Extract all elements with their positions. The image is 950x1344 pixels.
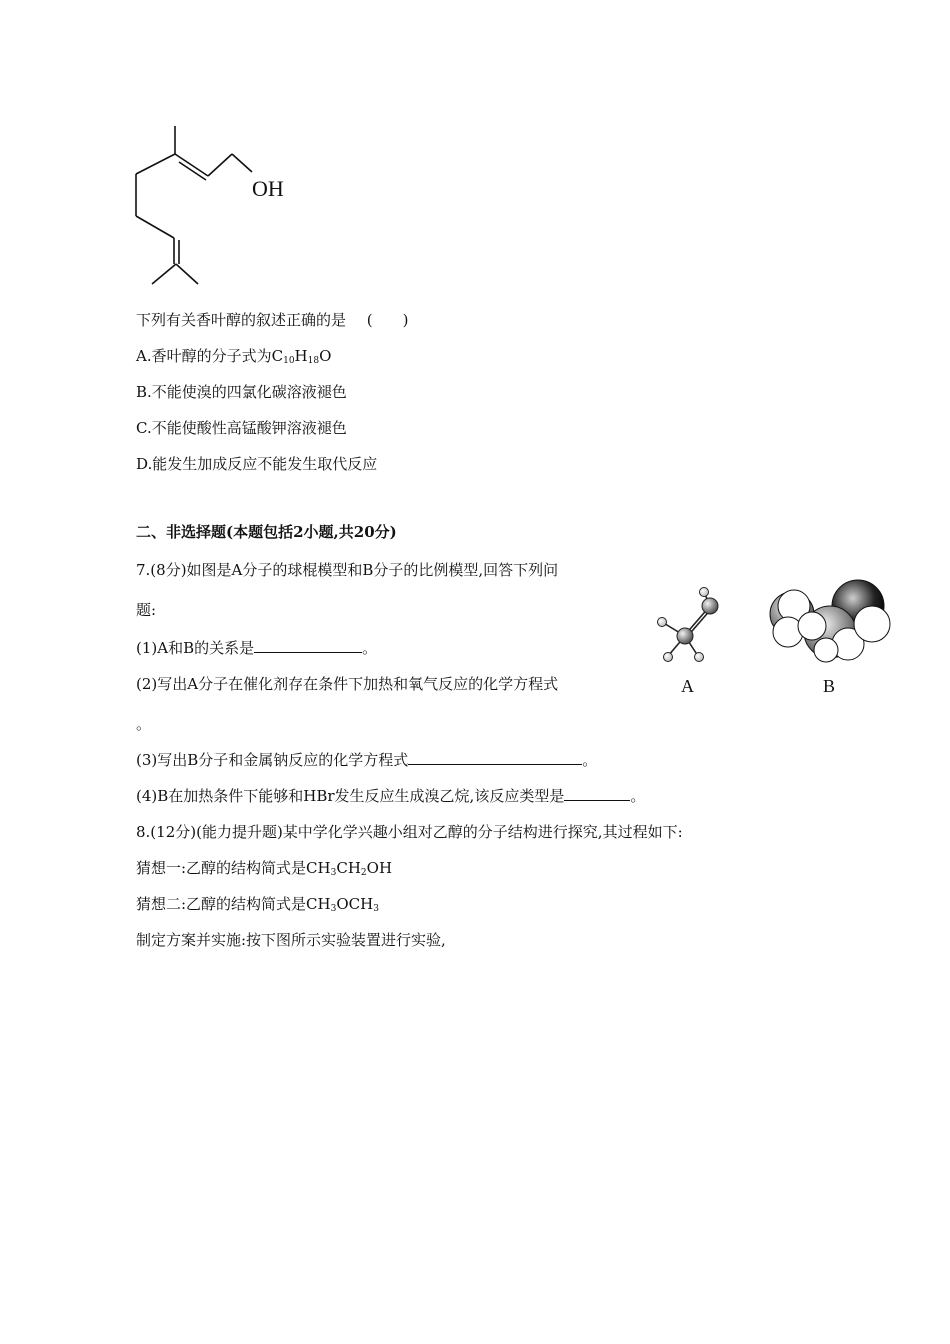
guess2-sub1: 3 xyxy=(330,904,337,914)
guess2-sub2: 3 xyxy=(373,904,379,914)
option-a-sub2: 18 xyxy=(307,356,320,366)
part1-answer-blank[interactable] xyxy=(254,638,362,653)
guess2-mid: OCH xyxy=(336,895,374,913)
question7-part1 xyxy=(136,638,377,658)
question6-option-c[interactable]: C.不能使酸性高锰酸钾溶液褪色 xyxy=(136,419,347,437)
guess1-text: 猜想一:乙醇的结构简式是CH xyxy=(136,859,331,877)
question6-answer-bracket: ( ) xyxy=(366,311,409,329)
part3-text: (3)写出B分子和金属钠反应的化学方程式 xyxy=(136,751,409,769)
part1-end: 。 xyxy=(362,639,378,657)
question6-option-b[interactable]: B.不能使溴的四氯化碳溶液褪色 xyxy=(136,383,347,401)
guess1-mid: CH xyxy=(336,859,361,877)
question7-part2: (2)写出A分子在催化剂存在条件下加热和氧气反应的化学方程式 xyxy=(136,675,559,693)
space-filling-model-b xyxy=(768,576,898,666)
ball-stick-model-a xyxy=(652,592,732,682)
part4-answer-blank[interactable] xyxy=(564,786,630,801)
question6-option-d[interactable]: D.能发生加成反应不能发生取代反应 xyxy=(136,455,378,473)
question6-stem xyxy=(136,310,409,330)
question7-intro-line2: 题: xyxy=(136,601,157,619)
question7-part4 xyxy=(136,786,645,806)
option-a-text: A.香叶醇的分子式为C xyxy=(136,347,284,365)
option-a-mid: H xyxy=(294,347,308,365)
question6-stem-text: 下列有关香叶醇的叙述正确的是 xyxy=(136,311,347,329)
option-a-sub1: 10 xyxy=(283,356,295,366)
question7-part3 xyxy=(136,750,597,770)
part3-end: 。 xyxy=(582,751,598,769)
question7-part2-end[interactable]: 。 xyxy=(136,715,152,733)
guess1-sub2: 2 xyxy=(360,868,367,878)
part3-answer-blank[interactable] xyxy=(408,750,582,765)
question8-plan: 制定方案并实施:按下图所示实验装置进行实验, xyxy=(136,931,446,949)
question7-intro-line1: 7.(8分)如图是A分子的球棍模型和B分子的比例模型,回答下列问 xyxy=(136,561,559,579)
geraniol-structure-diagram xyxy=(128,118,288,298)
model-b-label: B xyxy=(823,676,836,696)
guess1-sub1: 3 xyxy=(330,868,337,878)
question8-guess2 xyxy=(136,894,379,914)
part4-end: 。 xyxy=(630,787,646,805)
model-a-label: A xyxy=(681,676,694,696)
guess2-text: 猜想二:乙醇的结构简式是CH xyxy=(136,895,331,913)
option-a-suffix: O xyxy=(319,347,332,365)
section2-title: 二、非选择题(本题包括2小题,共20分) xyxy=(136,523,397,541)
part4-text: (4)B在加热条件下能够和HBr发生反应生成溴乙烷,该反应类型是 xyxy=(136,787,565,805)
guess1-end: OH xyxy=(366,859,393,877)
question6-option-a[interactable] xyxy=(136,346,331,366)
question8-guess1 xyxy=(136,858,392,878)
part1-text: (1)A和B的关系是 xyxy=(136,639,255,657)
question8-intro: 8.(12分)(能力提升题)某中学化学兴趣小组对乙醇的分子结构进行探究,其过程如下: xyxy=(136,823,683,841)
hydroxyl-label: OH xyxy=(252,176,284,201)
